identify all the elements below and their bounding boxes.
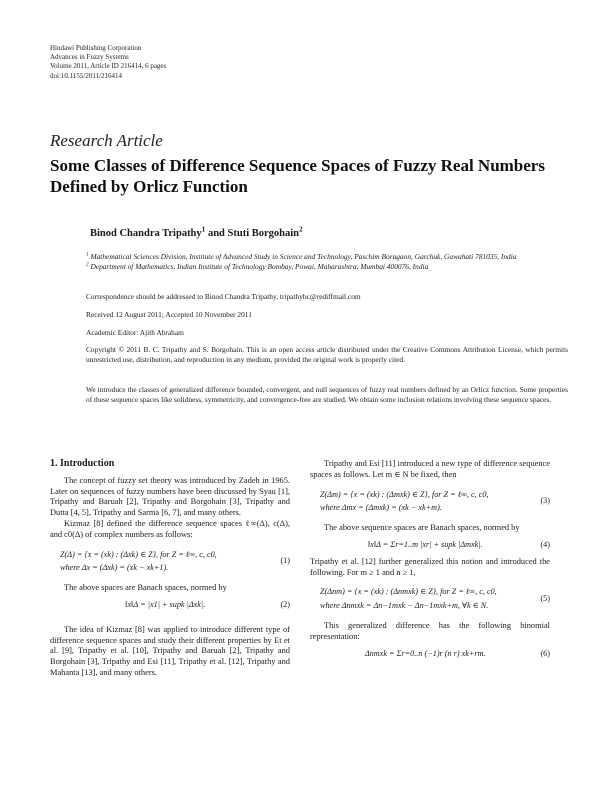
received-dates: Received 12 August 2011; Accepted 10 November 2011 (86, 310, 252, 319)
equation-number: (4) (540, 539, 550, 549)
equation-body: ‖x‖Δ = |x1| + supk |Δxk|. (125, 599, 206, 609)
equation-line: where Δnmxk = Δn−1mxk − Δn−1mxk+m, ∀k ∈ N. (320, 601, 489, 611)
author-affiliation-mark: 1 (201, 224, 206, 234)
abstract: We introduce the classes of generalized difference bounded, convergent, and null sequences of fuzzy real numbers defined by an Orlicz function. Some properties of these sequence spaces like solidness, symmetricity, and convergence-free are studied. We obtain some inclusion relations involving these sequence spaces. (86, 385, 568, 404)
volume-info: Volume 2011, Article ID 216414, 6 pages (50, 62, 167, 71)
affiliation: $^2$ Department of Mathematics, Indian Institute of Technology Bombay, Powai, Maharashtra, Mumbai 400076, India (86, 261, 429, 271)
paragraph: Tripathy et al. [12] further generalized this notion and introduced the following. For m ≥ 1 and n ≥ 1, (310, 556, 550, 577)
paper-title: Some Classes of Difference Sequence Spaces of Fuzzy Real Numbers Defined by Orlicz Function (50, 156, 545, 196)
author-list (90, 224, 303, 239)
left-column (50, 459, 290, 679)
equation-line: Z(Δm) = {x = (xk) : (Δmxk) ∈ Z}, for Z = ℓ∞, c, c0, (320, 489, 489, 499)
equation-body: Δnmxk = Σr=0..n (−1)r (n r) xk+rm. (364, 648, 486, 658)
equation-number: (3) (540, 496, 550, 506)
paragraph: The idea of Kizmaz [8] was applied to introduce different type of difference sequence spaces and study their different properties by Et et al. [9], Tripathy et al. [10], Tripathy and Baruah [2], Tripathy and Borgohain [3], Tripathy and Esi [11], Tripathy et al. [12], Tripathy and Mahanta [13], and many others. (50, 624, 290, 677)
paragraph: The concept of fuzzy set theory was introduced by Zadeh in 1965. Later on sequences of fuzzy numbers have been discussed by Syau [1], Tripathy and Baruah [2], Tripathy and Borgohain [3], Tripathy and Dutta [4, 5], Tripathy and Sarma [6, 7], and many others. (50, 475, 290, 518)
equation-line: Z(Δ) = {x = (xk) : (Δxk) ∈ Z}, for Z = ℓ∞, c, c0, (60, 549, 217, 559)
affiliation: $^1$ Mathematical Sciences Division, Institute of Advanced Study in Science and Technology, Paschim Boragaon, Garchuk, Guwahati 781035, India (86, 251, 517, 261)
equation-line: where Δmx = (Δmxk) = (xk − xk+m). (320, 503, 442, 513)
author-name: Binod Chandra Tripathy (90, 228, 202, 239)
equation-number: (6) (540, 648, 550, 658)
equation-line: where Δx = (Δxk) = (xk − xk+1). (60, 563, 169, 573)
equation-number: (2) (280, 599, 290, 609)
author-affiliation-mark: 2 (299, 224, 303, 234)
equation-number: (1) (280, 556, 290, 566)
affiliations (86, 252, 568, 271)
author-name: Stuti Borgohain (227, 228, 299, 239)
doi[interactable]: doi:10.1155/2011/216414 (50, 71, 123, 80)
equation (310, 487, 550, 518)
paragraph: The above spaces are Banach spaces, normed by (64, 583, 227, 593)
correspondence: Correspondence should be addressed to Binod Chandra Tripathy, tripathybc@rediffmail.com (86, 292, 361, 301)
author-separator: and (205, 228, 228, 239)
equation (50, 547, 290, 578)
right-column (310, 459, 550, 665)
paragraph: This generalized difference has the following binomial representation: (310, 620, 550, 641)
paragraph: The above sequence spaces are Banach spaces, normed by (324, 523, 520, 533)
journal-name: Advances in Fuzzy Systems (50, 53, 129, 62)
section-heading: 1. Introduction (50, 458, 115, 469)
copyright-notice: Copyright © 2011 B. C. Tripathy and S. Borgohain. This is an open access article distributed under the Creative Commons Attribution License, which permits unrestricted use, distribution, and reproduction in any medium, provided the original work is properly cited. (86, 345, 568, 364)
article-type: Research Article (50, 131, 163, 150)
equation (310, 584, 550, 615)
paragraph: Kizmaz [8] defined the difference sequence spaces ℓ∞(Δ), c(Δ), and c0(Δ) of complex numbers as follows: (50, 518, 290, 539)
publisher: Hindawi Publishing Corporation (50, 44, 142, 52)
equation-number: (5) (540, 594, 550, 604)
equation-body: ‖x‖Δ = Σr=1..m |xr| + supk |Δmxk|. (367, 539, 483, 549)
journal-header (50, 44, 166, 81)
paragraph: Tripathy and Esi [11] introduced a new type of difference sequence spaces as follows. Let m ∈ N be fixed, then (310, 459, 550, 479)
equation (310, 540, 550, 551)
academic-editor: Academic Editor: Ajith Abraham (86, 328, 184, 337)
equation-line: Z(Δnm) = {x = (xk) : (Δnmxk) ∈ Z}, for Z = ℓ∞, c, c0, (320, 587, 497, 597)
equation (310, 649, 550, 660)
equation (50, 600, 290, 611)
